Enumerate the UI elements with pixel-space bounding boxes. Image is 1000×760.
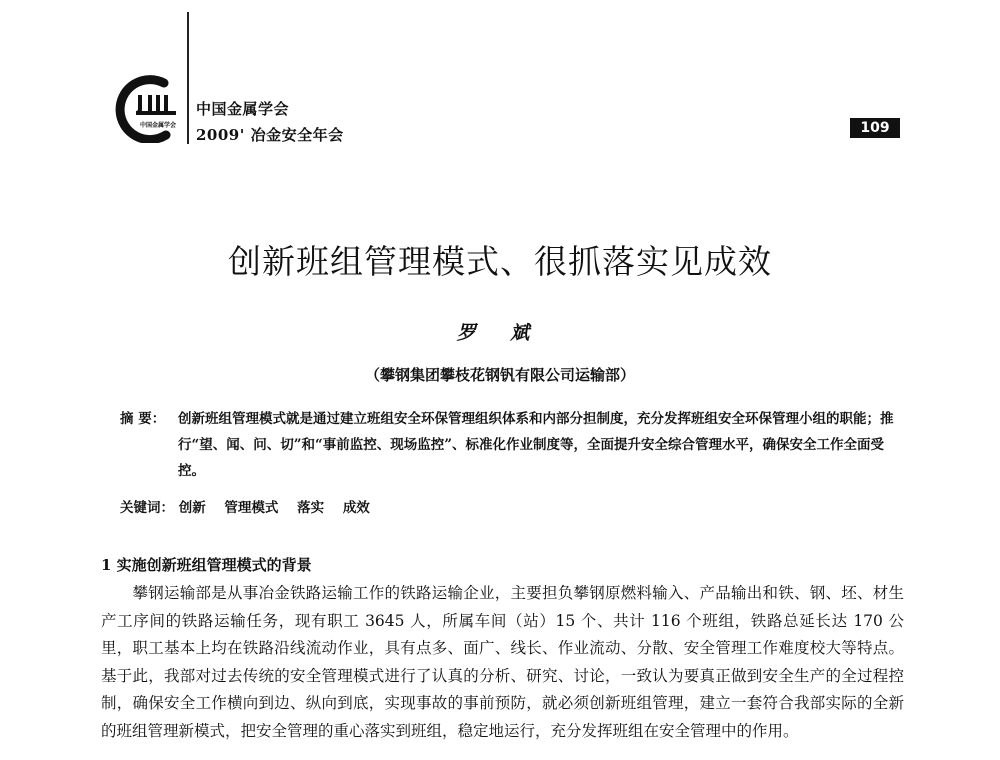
keywords-label: 关键词： (120, 500, 174, 516)
body-paragraph (101, 580, 904, 745)
keyword: 管理模式 (224, 500, 279, 516)
svg-text:中国金属学会: 中国金属学会 (140, 122, 177, 129)
header-divider (187, 12, 189, 144)
abstract (120, 406, 910, 484)
keyword: 落实 (297, 500, 325, 516)
affiliation: （攀钢集团攀枝花钢钒有限公司运输部） (364, 366, 635, 384)
keyword: 创新 (178, 500, 206, 516)
section-heading: 1 实施创新班组管理模式的背景 (101, 556, 312, 574)
keywords (120, 496, 384, 516)
page-number: 109 (850, 118, 900, 138)
abstract-label: 摘 要： (120, 411, 166, 427)
paper-title: 创新班组管理模式、很抓落实见成效 (228, 242, 772, 281)
keyword: 成效 (342, 500, 370, 516)
abstract-text: 创新班组管理模式就是通过建立班组安全环保管理组织体系和内部分担制度，充分发挥班组安全环保管理小组的职能；推行“望、闻、问、切”和“事前监控、现场监控”、标准化作业制度等，全面提升安全综合管理水平，确保安全工作全面受控。 (178, 411, 894, 479)
conference-name: 2009' 冶金安全年会 (196, 126, 344, 144)
org-name: 中国金属学会 (196, 100, 290, 118)
author: 罗 斌 (456, 322, 544, 344)
conference-header (196, 96, 344, 148)
paragraph-text: 攀钢运输部是从事冶金铁路运输工作的铁路运输企业，主要担负攀钢原燃料输入、产品输出和铁、钢、坯、材生产工序间的铁路运输任务，现有职工 3645 人，所属车间（站）15 个、共计 116 个班组，铁路总延长达 170 公里，职工基本上均在铁路沿线流动作业，具有点多、面广、线长、作业流动、分散、安全管理工作难度校大等特点。基于此，我部对过去传统的安全管理模式进行了认真的分析、研究、讨论，一致认为要真正做到安全生产的全过程控制，确保安全工作横向到边、纵向到底，实现事故的事前预防，就必须创新班组管理，建立一套符合我部实际的全新的班组管理新模式，把安全管理的重心落实到班组，稳定地运行，充分发挥班组在安全管理中的作用。 (101, 584, 904, 740)
society-logo (110, 75, 186, 143)
